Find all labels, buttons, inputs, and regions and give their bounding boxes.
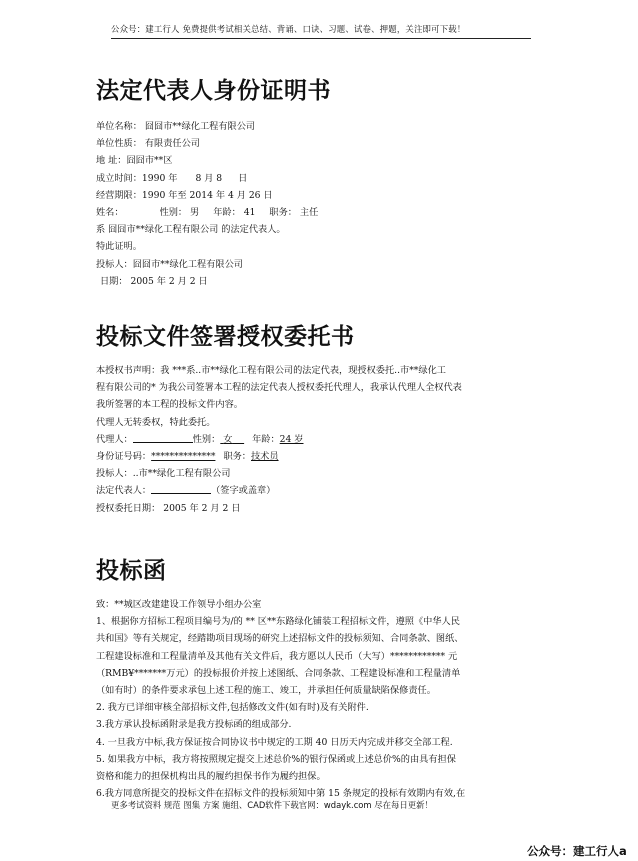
auth-date: 授权委托日期： 2005 年 2 月 2 日 [96,502,241,514]
agent-line [96,431,546,448]
auth-bidder: 投标人：..市**绿化工程有限公司 [96,468,231,480]
auth-line-1: 本授权书声明：我 ***系..市**绿化工程有限公司的法定代表，现授权委托..市**绿化工 [96,365,446,376]
clause1-line2: 共和国》等有关规定，经踏勘项目现场的研究上述招标文件的投标须知、合同条款、图纸、 [96,633,464,645]
auth-line-4: 代理人无转委权，特此委托。 [96,416,216,428]
founded-label: 成立时间：1990 年 [96,172,178,184]
clause3: 3.我方承认投标函附录是我方投标函的组成部分. [96,719,292,731]
rep-of: 系 囧囧市**绿化工程有限公司 的法定代表人。 [96,224,286,236]
clause1-line4: （RMB¥*******万元）的投标报价并按上述图纸、合同条款、工程建设标准和工程量清单 [96,667,461,679]
name-label: 姓名： [96,207,124,219]
job-value: 技术员 [251,451,279,463]
gender: 性别： 男 [159,207,200,219]
certify: 特此证明。 [96,241,142,253]
section3-title: 投标函 [96,558,167,584]
agent-gender: 女 [223,433,233,445]
auth-line-3: 我所签署的本工程的投标文件内容。 [96,399,243,411]
clause1-line5: （如有时）的条件要求承包上述工程的施工、竣工，并承担任何质量缺陷保修责任。 [96,685,436,697]
agent-age-label: 年龄： [252,433,280,445]
legal-rep-label: 法定代表人： [96,485,152,497]
position: 职务： 主任 [269,207,319,219]
id-label: 身份证号码： [96,451,152,463]
watermark: 公众号：建工行人a [527,844,627,858]
agent-label: 代理人： [96,433,133,445]
clause1-line3: 工程建设标准和工程量清单及其他有关文件后，我方愿以人民币（大写）************ 元 [96,650,458,662]
person-line [96,204,546,221]
addressee: 致：**城区改建建设工作领导小组办公室 [96,599,262,610]
clause6: 6.我方同意所提交的投标文件在招标文件的投标须知中第 15 条规定的投标有效期内有效,在 [96,788,466,800]
address: 地 址：囧囧市**区 [96,155,173,167]
section2-body [96,362,546,517]
operating-period: 经营期限：1990 年至 2014 年 4 月 26 日 [96,189,273,201]
unit-type: 单位性质： 有限责任公司 [96,138,200,150]
founded-day: 日 [238,172,248,184]
id-value: ************** [151,451,216,463]
clause5-line1: 5. 如果我方中标，我方将按照规定提交上述总价%的银行保函或上述总价%的由具有担保 [96,753,456,765]
section1-title: 法定代表人身份证明书 [96,78,331,104]
bidder: 投标人：囧囧市**绿化工程有限公司 [96,258,243,270]
auth-line-2: 程有限公司的* 为我公司签署本工程的法定代表人授权委托代理人，我承认代理人全权代表 [96,382,462,394]
age: 年龄： 41 [213,207,256,219]
date: 日期： 2005 年 2 月 2 日 [100,275,208,287]
clause1-line1: 1、根据你方招标工程项目编号为/的 ** 区**东路绿化铺装工程招标文件，遵照《中华人民 [96,616,460,628]
legal-rep-blank [151,483,211,494]
unit-name: 单位名称： 囧囧市**绿化工程有限公司 [96,121,256,132]
section2-title: 投标文件签署授权委托书 [96,324,355,350]
legal-rep-note: （签字或盖章） [211,485,276,497]
clause4: 4. 一旦我方中标,我方保证按合同协议书中规定的工期 40 日历天内完成并移交全部工程. [96,736,453,748]
header-note: 公众号：建工行人 免费提供考试相关总结、背诵、口诀、习题、试卷、押题，关注即可下载！ [111,23,531,39]
section3-body [96,596,546,802]
agent-gender-label: 性别： [192,433,221,445]
founded-month: 8 月 8 [195,172,223,184]
section1-body [96,118,546,290]
founded-line [96,170,546,187]
legal-rep-line [96,482,546,499]
clause5-line2: 资格和能力的担保机构出具的履约担保书作为履约担保。 [96,771,326,783]
id-line [96,448,546,465]
job-label: 职务： [223,451,251,463]
footer-note: 更多考试资料 规范 图集 方案 施组、CAD软件下载官网：wdayk.com 尽在每日更新！ [111,800,433,810]
agent-age: 24 岁 [279,433,304,445]
agent-name-blank [133,432,193,443]
clause2: 2. 我方已详细审核全部招标文件,包括修改文件(如有时)及有关附件. [96,702,369,714]
